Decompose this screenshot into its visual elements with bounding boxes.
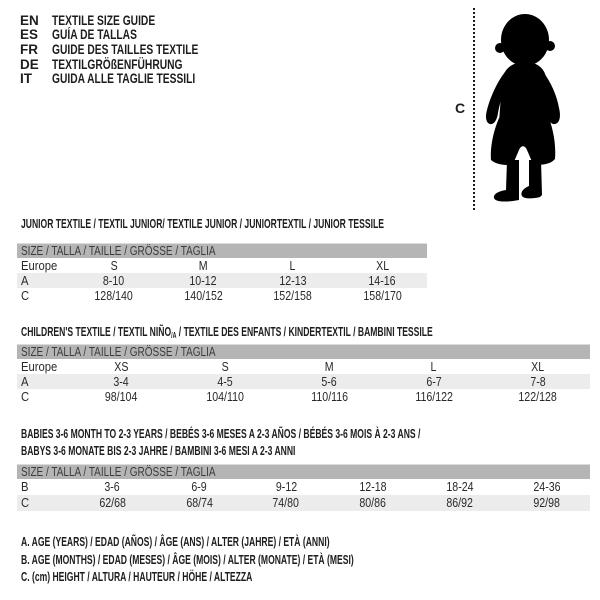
value-cell: 68/74 [185,496,213,510]
value-cell: 8-10 [103,273,125,288]
age-years-row [17,273,427,288]
row-label: C [21,288,30,303]
language-label: TEXTILGRÖßENFÜHRUNG [52,56,183,72]
value-cell: 122/128 [518,389,558,404]
row-label: A [21,374,29,389]
junior-section-title: JUNIOR TEXTILE / TEXTIL JUNIOR/ TEXTILE JUNIOR / JUNIORTEXTIL / JUNIOR TESSILE [21,216,384,231]
value-cell: 6-9 [191,480,207,494]
babies-section-title: BABIES 3-6 MONTH TO 2-3 YEARS / BEBÉS 3-6 MESES A 2-3 AÑOS / BÉBÉS 3-6 MOIS À 2-3 ANS / BABYS 3-6 MONATE BIS 2-3 JAHRE / BAMBINI 3-6 MESI A 2-3 ANNI [21,426,421,458]
size-cell: M [198,258,208,273]
region-label: Europe [21,258,58,273]
size-header-bar: SIZE / TALLA / TAILLE / GRÖSSE / TAGLIA [17,244,427,258]
size-cell: XL [375,258,389,273]
value-cell: 110/116 [311,389,348,404]
value-cell: 152/158 [273,288,312,303]
language-list [20,13,245,86]
row-label: C [21,496,30,510]
size-cell: XS [114,359,129,374]
language-code: EN [20,12,39,28]
size-cell: S [221,359,229,374]
value-cell: 62/68 [99,496,126,510]
value-cell: 86/92 [446,496,474,510]
value-cell: 92/98 [533,496,560,510]
value-cell: 158/170 [363,288,402,303]
region-label: Europe [21,359,58,374]
size-cell: L [289,258,296,273]
language-row-en [20,13,245,28]
value-cell: 7-8 [530,374,546,389]
value-cell: 12-18 [359,480,387,494]
legend-notes [21,533,525,586]
value-cell: 98/104 [104,389,138,404]
note-age-months: B. AGE (MONTHS) / EDAD (MESES) / ÂGE (MOIS) / ALTER (MONATE) / ETÀ (MESI) [21,551,354,567]
language-row-it [20,71,245,86]
size-cell: M [325,359,334,374]
language-label: GUIDA ALLE TAGLIE TESSILI [52,71,196,87]
row-label: A [21,273,29,288]
value-cell: 12-13 [279,273,307,288]
size-cell: L [430,359,437,374]
size-label-row [17,258,427,273]
value-cell: 9-12 [275,480,297,494]
language-row-de [20,57,245,72]
value-cell: 14-16 [368,273,396,288]
language-code: FR [20,41,38,57]
height-cm-row [17,288,427,303]
value-cell: 24-36 [532,480,561,494]
value-cell: 6-7 [426,374,442,389]
height-cm-row [17,495,590,511]
language-code: DE [20,56,39,72]
height-measure-label: C [455,100,466,116]
size-cell: S [110,258,118,273]
height-measure-dotted-line [473,8,475,210]
value-cell: 74/80 [272,496,300,510]
baby-silhouette-icon [481,10,565,206]
language-label: GUÍA DE TALLAS [52,27,137,43]
value-cell: 104/110 [206,389,245,404]
size-label-row [17,359,590,374]
value-cell: 3-4 [113,374,129,389]
value-cell: 18-24 [446,480,474,494]
note-age-years: A. AGE (YEARS) / EDAD (AÑOS) / ÂGE (ANS) / ALTER (JAHRE) / ETÀ (ANNI) [21,534,330,550]
row-label: C [21,389,30,404]
value-cell: 10-12 [189,273,217,288]
language-code: IT [20,71,32,87]
age-months-row [17,479,590,495]
language-row-fr [20,42,245,57]
row-label: B [21,480,29,494]
value-cell: 128/140 [94,288,133,303]
size-cell: XL [531,359,545,374]
value-cell: 5-6 [321,374,338,389]
size-header-bar: SIZE / TALLA / TAILLE / GRÖSSE / TAGLIA [17,345,590,359]
language-row-es [20,28,245,43]
note-height-cm: C. (cm) HEIGHT / ALTURA / HAUTEUR / HÖHE / ALTEZZA [21,569,253,585]
value-cell: 116/122 [414,389,453,404]
value-cell: 140/152 [184,288,223,303]
height-cm-row [17,389,590,404]
gender-suffix: /A [171,331,177,340]
children-size-table [17,344,590,404]
value-cell: 80/86 [359,496,387,510]
age-years-row [17,374,590,389]
babies-size-table [17,464,590,511]
children-section-title: CHILDREN'S TEXTILE / TEXTIL $NIÑO_{/A}$ / TEXTILE DES ENFANTS / KINDERTEXTIL / BAMBINI TESSILE [21,324,433,340]
size-header-bar: SIZE / TALLA / TAILLE / GRÖSSE / TAGLIA [17,465,590,479]
value-cell: 3-6 [104,480,121,494]
language-label: TEXTILE SIZE GUIDE [52,12,156,28]
language-label: GUIDE DES TAILLES TEXTILE [52,41,199,57]
value-cell: 4-5 [217,374,233,389]
junior-size-table [17,243,427,303]
language-code: ES [20,27,39,43]
